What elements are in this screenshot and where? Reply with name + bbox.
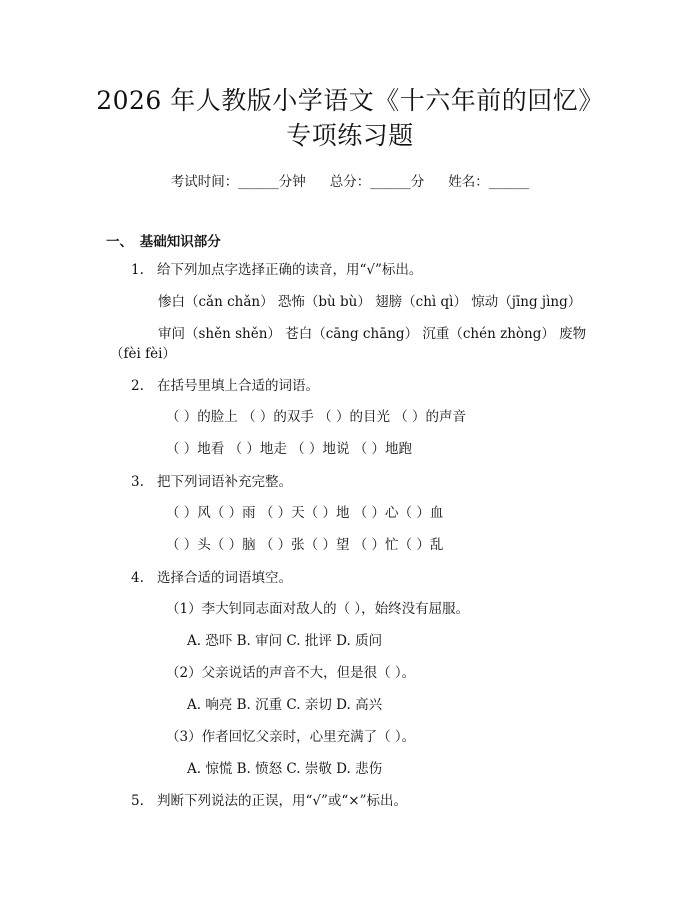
question-3 [131,476,292,490]
question-prompt: 在括号里填上合适的词语。 [157,378,319,394]
section-heading-basic: 一、 基础知识部分 [106,234,221,250]
q4-sentence-1: （1）李大钊同志面对敌人的（ ），始终没有屈服。 [166,601,470,617]
exam-time-field: 考试时间：______分钟 [170,174,306,190]
q1-pinyin-row-2-wrap: （fèi fèi） [110,346,176,362]
question-prompt: 把下列词语补充完整。 [157,474,292,490]
question-number: 4. [131,570,144,586]
q1-pinyin-row-2: 审问（shěn shěn） 苍白（cāng chāng） 沉重（chén zhòng） 废物 [158,326,587,342]
question-4 [131,572,292,586]
question-number: 1. [131,262,144,278]
exam-info [0,170,700,190]
q3-idiom-row-2: （ ）头（ ）脑 （ ）张（ ）望 （ ）忙（ ）乱 [166,537,444,553]
q4-options-1: A. 恐吓 B. 审问 C. 批评 D. 质问 [187,633,383,649]
q4-options-3: A. 惊慌 B. 愤怒 C. 崇敬 D. 悲伤 [187,761,383,777]
question-prompt: 给下列加点字选择正确的读音，用“√”标出。 [157,262,423,278]
student-name-field: 姓名：______ [448,174,530,190]
question-prompt: 选择合适的词语填空。 [157,570,292,586]
q3-idiom-row-1: （ ）风（ ）雨 （ ）天（ ）地 （ ）心（ ）血 [166,505,444,521]
question-prompt: 判断下列说法的正误，用“√”或“×”标出。 [157,793,408,809]
question-number: 5. [131,793,144,809]
question-number: 2. [131,378,144,394]
question-2 [131,380,319,394]
page-title-line2: 专项练习题 [286,121,414,150]
question-5 [131,795,407,809]
question-number: 3. [131,474,144,490]
q2-fill-row-2: （ ）地看 （ ）地走 （ ）地说 （ ）地跑 [166,441,413,457]
q4-sentence-2: （2）父亲说话的声音不大，但是很（ ）。 [166,665,416,681]
page-title-line1: 2026 年人教版小学语文《十六年前的回忆》 [96,86,604,115]
total-score-field: 总分：______分 [329,174,425,190]
q1-pinyin-row-1: 惨白（cǎn chǎn） 恐怖（bù bù） 翅膀（chì qì） 惊动（jīng jìng） [158,294,582,310]
q4-options-2: A. 响亮 B. 沉重 C. 亲切 D. 高兴 [187,697,383,713]
q2-fill-row-1: （ ）的脸上 （ ）的双手 （ ）的目光 （ ）的声音 [166,409,467,425]
q4-sentence-3: （3）作者回忆父亲时，心里充满了（ ）。 [166,729,416,745]
question-1 [131,264,422,278]
